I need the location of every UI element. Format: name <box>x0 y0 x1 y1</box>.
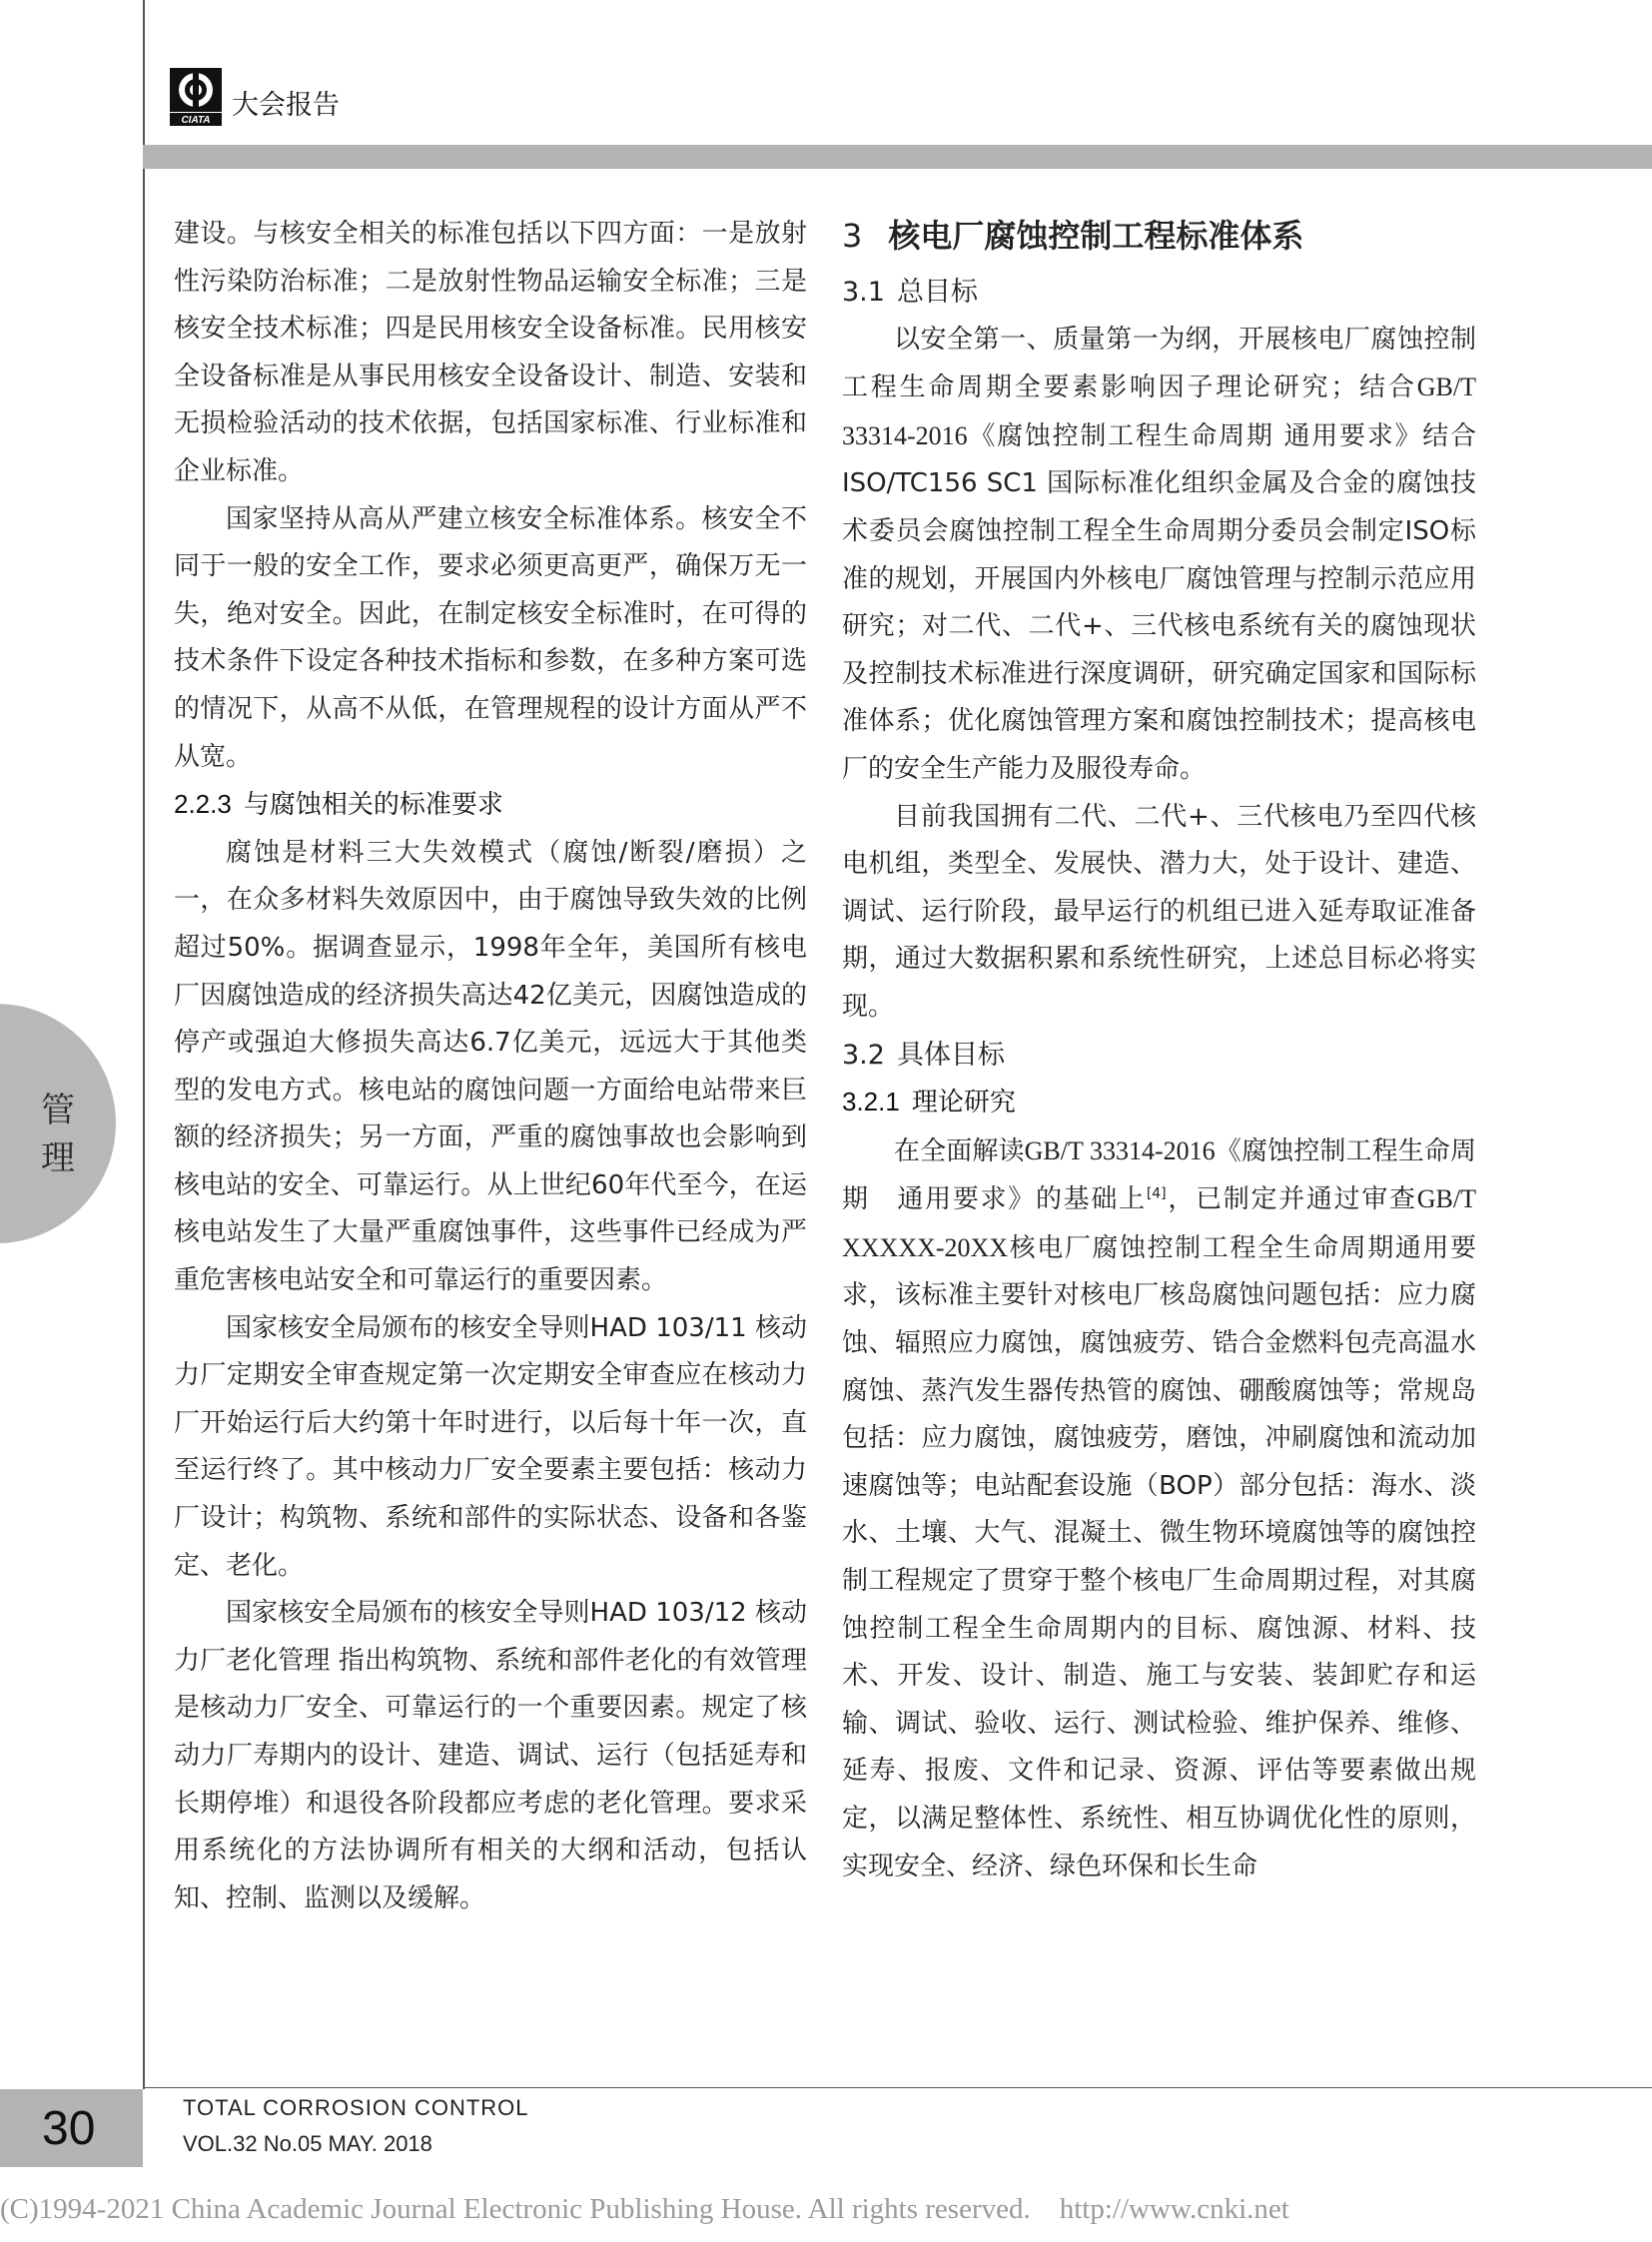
journal-name: TOTAL CORROSION CONTROL <box>183 2095 529 2120</box>
text-run: 以安全第一、质量第一为纲，开展核电厂腐蚀控制工程生命周期全要素影响因子理论研究；结合 <box>842 324 1476 403</box>
heading-number: 3.2 <box>842 1039 885 1071</box>
heading-number: 3 <box>842 217 863 255</box>
heading-title: 总目标 <box>896 277 978 308</box>
heading-number: 2.2.3 <box>174 789 232 820</box>
heading-number: 3.1 <box>842 277 885 308</box>
text-run: ，已制定并通过审查 <box>1166 1184 1417 1215</box>
paragraph: 腐蚀是材料三大失效模式（腐蚀/断裂/磨损）之一，在众多材料失效原因中，由于腐蚀导致失效的比例超过50%。据调查显示，1998年全年，美国所有核电厂因腐蚀造成的经济损失高达42亿美元，因腐蚀造成的停产或强迫大修损失高达6.7亿美元，远远大于其他类型的发电方式。核电站的腐蚀问题一方面给电站带来巨额的经济损失；另一方面，严重的腐蚀事故也会影响到核电站的安全、可靠运行。从上世纪60年代至今，在运核电站发生了大量严重腐蚀事件，这些事件已经成为严重危害核电站安全和可靠运行的重要因素。 <box>174 837 807 1296</box>
heading-title: 核电厂腐蚀控制工程标准体系 <box>888 217 1304 255</box>
ciata-logo <box>170 68 222 126</box>
section-label: 大会报告 <box>232 90 340 121</box>
paragraph: 国家核安全局颁布的核安全导则HAD 103/12 核动力厂老化管理 指出构筑物、系统和部件老化的有效管理是核动力厂安全、可靠运行的一个重要因素。规定了核动力厂寿期内的设计、建造、调试、运行（包括延寿和长期停堆）和退役各阶段都应考虑的老化管理。要求采用系统化的方法协调所有相关的大纲和活动，包括认知、控制、监测以及缓解。 <box>174 1598 807 1913</box>
standard-code: GB/T XXXXX-20XX <box>842 1184 1476 1262</box>
paragraph: 国家核安全局颁布的核安全导则HAD 103/11 核动力厂定期安全审查规定第一次定期安全审查应在核动力厂开始运行后大约第十年时进行，以后每十年一次，直至运行终了。其中核动力厂安全要素主要包括：核动力厂设计；构筑物、系统和部件的实际状态、设备和各鉴定、老化。 <box>174 1312 807 1581</box>
heading-number: 3.2.1 <box>842 1087 900 1118</box>
paragraph <box>842 317 1476 794</box>
side-tab-char: 理 <box>41 1138 75 1178</box>
heading-title: 理论研究 <box>911 1088 1016 1119</box>
text-run: 核电厂腐蚀控制工程全生命周期通用要求，该标准主要针对核电厂核岛腐蚀问题包括：应力腐蚀、辐照应力腐蚀，腐蚀疲劳、锆合金燃料包壳高温水腐蚀、蒸汽发生器传热管的腐蚀、硼酸腐蚀等；常规岛包括：应力腐蚀，腐蚀疲劳，磨蚀，冲刷腐蚀和流动加速腐蚀等；电站配套设施（BOP）部分包括：海水、淡水、土壤、大气、混凝土、微生物环境腐蚀等的腐蚀控制工程规定了贯穿于整个核电厂生命周期过程，对其腐蚀控制工程全生命周期内的目标、腐蚀源、材料、技术、开发、设计、制造、施工与安装、装卸贮存和运输、调试、验收、运行、测试检验、维护保养、维修、延寿、报废、文件和记录、资源、评估等要素做出规定，以满足整体性、系统性、相互协调优化性的原则，实现安全、经济、绿色环保和长生命 <box>842 1232 1476 1881</box>
side-tab-char: 管 <box>41 1091 75 1130</box>
vertical-rule <box>143 0 145 2089</box>
footer-rule <box>143 2087 1652 2088</box>
citation-reference[interactable]: [4] <box>1146 1185 1167 1202</box>
right-column <box>842 211 1476 1890</box>
heading-3-2-1 <box>842 1079 1476 1127</box>
heading-title: 与腐蚀相关的标准要求 <box>243 790 503 821</box>
header-bar <box>143 145 1652 169</box>
paragraph <box>842 1127 1476 1891</box>
paragraph: 国家坚持从高从严建立核安全标准体系。核安全不同于一般的安全工作，要求必须更高更严，确保万无一失，绝对安全。因此，在制定核安全标准时，在可得的技术条件下设定各种技术指标和参数，在多种方案可选的情况下，从高不从低，在管理规程的设计方面从严不从宽。 <box>174 503 807 772</box>
left-column <box>174 211 807 1922</box>
text-run: 《腐蚀控制工程生命周期 通用要求》的基础上 <box>842 1135 1476 1215</box>
heading-3 <box>842 209 1476 263</box>
heading-3-1 <box>842 269 1476 317</box>
paragraph: 目前我国拥有二代、二代+、三代核电乃至四代核电机组，类型全、发展快、潜力大，处于设计、建造、调试、运行阶段，最早运行的机组已进入延寿取证准备期，通过大数据积累和系统性研究，上述总目标必将实现。 <box>842 801 1476 1022</box>
svg-text:CIATA: CIATA <box>181 115 211 126</box>
standard-code: GB/T 33314-2016 <box>1024 1135 1216 1165</box>
text-run: 在全面解读 <box>894 1135 1025 1166</box>
heading-2-2-3 <box>174 781 807 830</box>
side-tab-label <box>28 1087 88 1182</box>
heading-title: 具体目标 <box>896 1039 1005 1071</box>
copyright-notice: (C)1994-2021 China Academic Journal Electronic Publishing House. All rights reserved. http://www.cnki.net <box>0 2193 1289 2225</box>
journal-volume: VOL.32 No.05 MAY. 2018 <box>183 2131 432 2156</box>
paragraph: 建设。与核安全相关的标准包括以下四方面：一是放射性污染防治标准；二是放射性物品运输安全标准；三是核安全技术标准；四是民用核安全设备标准。民用核安全设备标准是从事民用核安全设备设计、制造、安装和无损检验活动的技术依据，包括国家标准、行业标准和企业标准。 <box>174 219 807 486</box>
heading-3-2 <box>842 1032 1476 1080</box>
page-number: 30 <box>42 2102 96 2155</box>
standard-code: GB/T 33314-2016 <box>842 373 1476 450</box>
text-run: 《腐蚀控制工程生命周期 通用要求》结合ISO/TC156 SC1 国际标准化组织金属及合金的腐蚀技术委员会腐蚀控制工程全生命周期分委员会制定ISO标准的规划，开展国内外核电厂腐蚀管理与控制示范应用研究；对二代、二代+、三代核电系统有关的腐蚀现状及控制技术标准进行深度调研，研究确定国家和国际标准体系；优化腐蚀管理方案和腐蚀控制技术；提高核电厂的安全生产能力及服役寿命。 <box>842 420 1476 784</box>
